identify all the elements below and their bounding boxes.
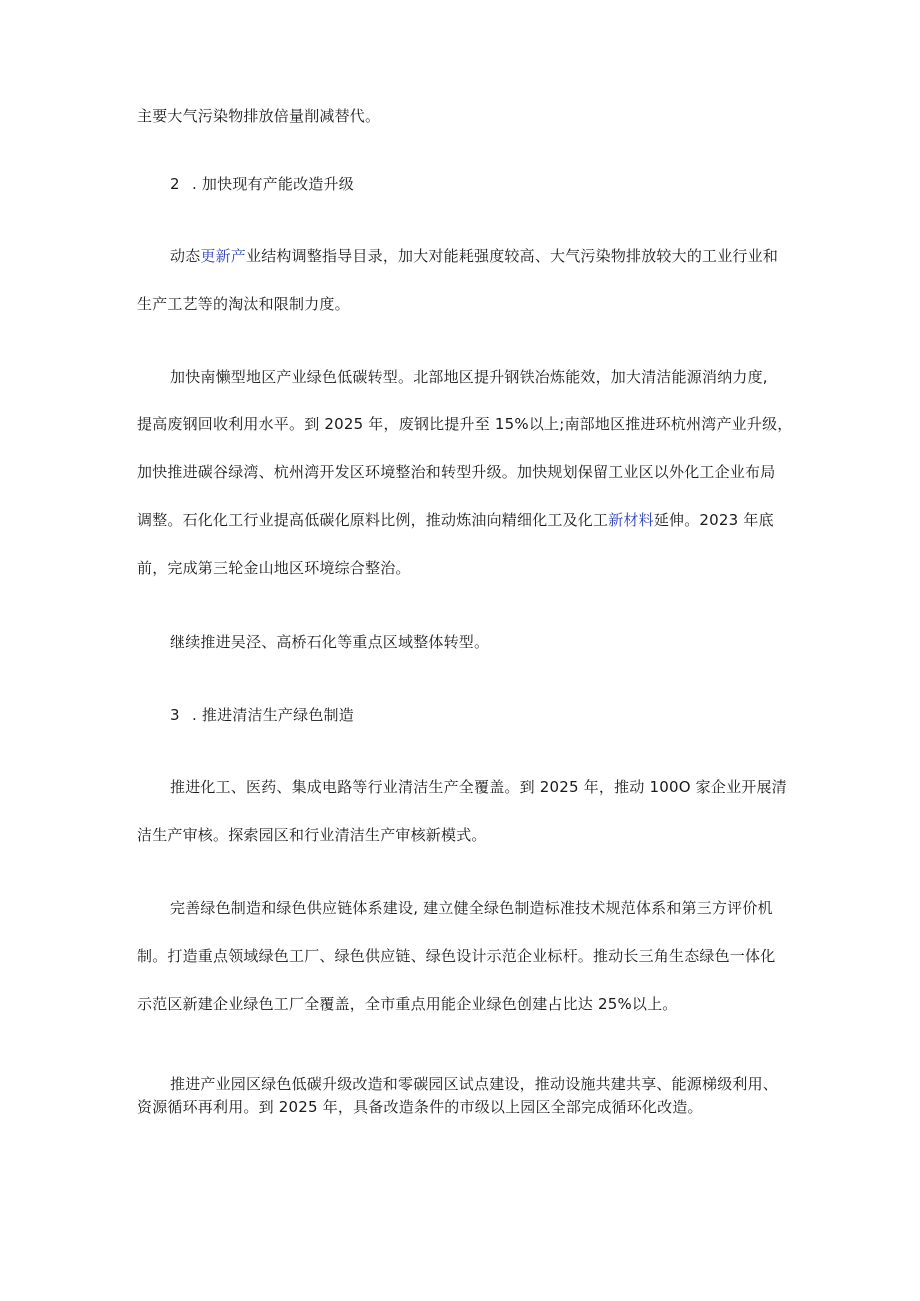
link-new-materials[interactable]: 新材料 bbox=[608, 511, 654, 529]
paragraph-line bbox=[137, 510, 774, 530]
paragraph-line: 制。打造重点领域绿色工厂、绿色供应链、绿色设计示范企业标杆。推动长三角生态绿色一体化 bbox=[137, 947, 776, 965]
link-update-industry[interactable]: 更新产 bbox=[200, 247, 247, 265]
paragraph-line: 生产工艺等的淘汰和限制力度。 bbox=[137, 295, 350, 313]
paragraph-line: 加快南懒型地区产业绿色低碳转型。北部地区提升钢铁冶炼能效，加大清洁能源消纳力度, bbox=[170, 368, 768, 386]
paragraph-line: 推进化工、医药、集成电路等行业清洁生产全覆盖。到 2025 年，推动 100O 家企业开展清 bbox=[170, 778, 787, 796]
paragraph-line: 继续推进吴泾、高桥石化等重点区域整体转型。 bbox=[170, 633, 490, 651]
text-span: 动态 bbox=[170, 247, 201, 265]
paragraph-line: 示范区新建企业绿色工厂全覆盖，全市重点用能企业绿色创建占比达 25%以上。 bbox=[137, 995, 678, 1013]
heading-text: . 推进清洁生产绿色制造 bbox=[192, 706, 354, 724]
text-span: 延伸。2023 年底 bbox=[653, 511, 774, 529]
paragraph-line: 加快推进碳谷绿湾、杭州湾开发区环境整治和转型升级。加快规划保留工业区以外化工企业布局 bbox=[137, 463, 776, 481]
paragraph-line: 前，完成第三轮金山地区环境综合整治。 bbox=[137, 559, 411, 577]
heading-text: . 加快现有产能改造升级 bbox=[192, 175, 354, 193]
section-heading-3 bbox=[170, 705, 354, 725]
paragraph-line: 主要大气污染物排放倍量削减替代。 bbox=[137, 107, 381, 125]
paragraph-line: 完善绿色制造和绿色供应链体系建设, 建立健全绿色制造标准技术规范体系和第三方评价机 bbox=[170, 899, 773, 917]
paragraph-line: 推进产业园区绿色低碳升级改造和零碳园区试点建设，推动设施共建共享、能源梯级利用、 bbox=[170, 1075, 779, 1093]
paragraph-line: 洁生产审核。探索园区和行业清洁生产审核新模式。 bbox=[137, 826, 487, 844]
section-heading-2 bbox=[170, 174, 354, 194]
heading-number: 2 bbox=[170, 175, 180, 193]
paragraph-line: 提高废钢回收利用水平。到 2025 年，废钢比提升至 15%以上;南部地区推进环杭州湾产业升级， bbox=[137, 415, 793, 433]
paragraph-line: 资源循环再利用。到 2025 年，具备改造条件的市级以上园区全部完成循环化改造。 bbox=[137, 1098, 703, 1116]
text-span: 调整。石化化工行业提高低碳化原料比例，推动炼油向精细化工及化工 bbox=[137, 511, 609, 529]
paragraph-line bbox=[170, 246, 778, 266]
text-span: 业结构调整指导目录，加大对能耗强度较高、大气污染物排放较大的工业行业和 bbox=[246, 247, 779, 265]
heading-number: 3 bbox=[170, 706, 180, 724]
